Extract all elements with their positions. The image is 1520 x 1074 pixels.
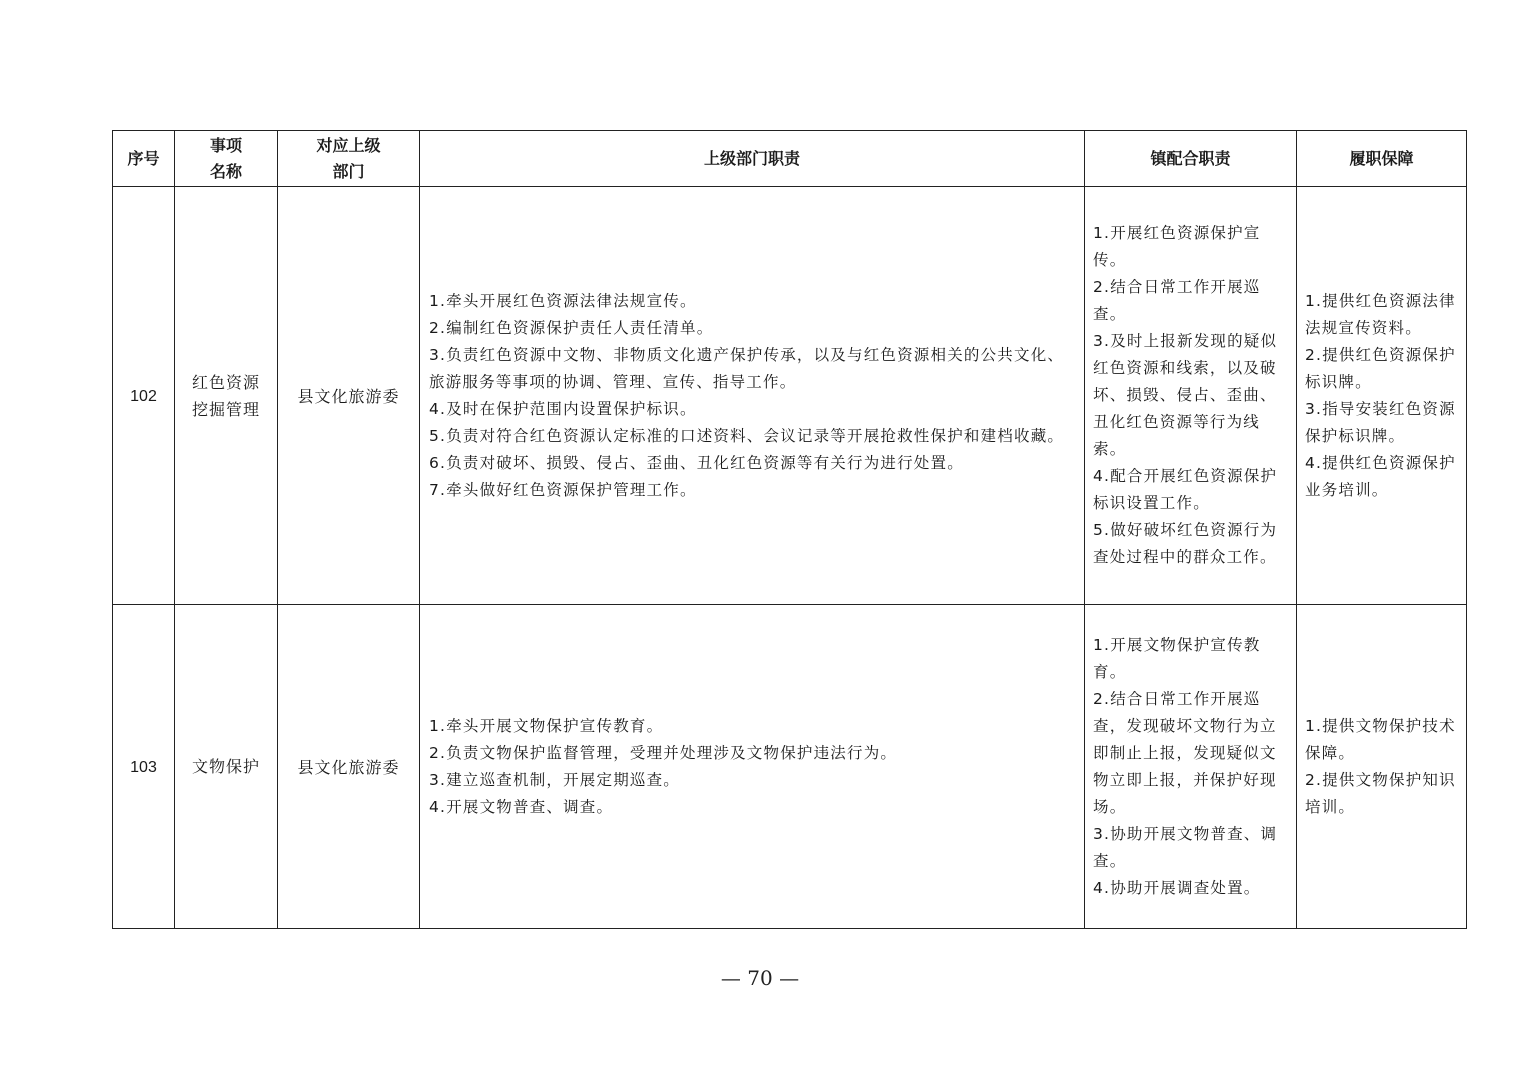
guarantee-list (1297, 713, 1466, 821)
row-upper-duties-cell (420, 187, 1085, 605)
row-dept-cell (278, 605, 420, 929)
list-item: 2.结合日常工作开展巡查，发现破坏文物行为立即制止上报，发现疑似文物立即上报，并保护好现场。 (1093, 689, 1277, 816)
row-seq-cell (113, 187, 175, 605)
list-item: 4.配合开展红色资源保护标识设置工作。 (1093, 467, 1278, 512)
list-item: 3.及时上报新发现的疑似红色资源和线索，以及破坏、损毁、侵占、歪曲、丑化红色资源等行为线索。 (1093, 332, 1278, 458)
header-guarantee: 履职保障 (1297, 131, 1467, 187)
row-name-line2: 挖掘管理 (191, 399, 260, 419)
row-guarantee-cell (1297, 605, 1467, 929)
row-upper-duties-cell (420, 605, 1085, 929)
list-item: 4.及时在保护范围内设置保护标识。 (429, 399, 697, 418)
header-dept-line2: 部门 (332, 161, 365, 181)
list-item: 3.建立巡查机制，开展定期巡查。 (429, 770, 680, 789)
header-dept (278, 131, 420, 187)
town-duties-list (1085, 220, 1296, 571)
list-item: 3.协助开展文物普查、调查。 (1093, 824, 1278, 870)
header-name (175, 131, 278, 187)
table-row (113, 605, 1467, 929)
row-town-duties-cell (1085, 187, 1297, 605)
row-dept: 县文化旅游委 (297, 758, 400, 777)
list-item: 6.负责对破坏、损毁、侵占、歪曲、丑化红色资源等有关行为进行处置。 (429, 453, 964, 472)
row-name-line1: 红色资源 (191, 372, 260, 392)
list-item: 1.开展红色资源保护宣传。 (1093, 224, 1261, 269)
guarantee-list (1297, 288, 1466, 504)
row-seq: 103 (130, 758, 157, 776)
header-town-duties: 镇配合职责 (1085, 131, 1297, 187)
row-guarantee-cell (1297, 187, 1467, 605)
list-item: 7.牵头做好红色资源保护管理工作。 (429, 480, 697, 499)
header-upper-duties: 上级部门职责 (420, 131, 1085, 187)
list-item: 3.指导安装红色资源保护标识牌。 (1305, 399, 1456, 445)
list-item: 1.牵头开展红色资源法律法规宣传。 (429, 291, 697, 310)
list-item: 2.提供文物保护知识培训。 (1305, 770, 1456, 816)
list-item: 2.提供红色资源保护标识牌。 (1305, 345, 1456, 391)
list-item: 2.结合日常工作开展巡查。 (1093, 278, 1261, 323)
list-item: 1.提供文物保护技术保障。 (1305, 716, 1456, 762)
row-seq-cell (113, 605, 175, 929)
list-item: 2.编制红色资源保护责任人责任清单。 (429, 318, 714, 337)
list-item: 1.提供红色资源法律法规宣传资料。 (1305, 291, 1456, 337)
list-item: 1.牵头开展文物保护宣传教育。 (429, 716, 664, 735)
list-item: 2.负责文物保护监督管理，受理并处理涉及文物保护违法行为。 (429, 743, 898, 762)
row-seq: 102 (130, 387, 157, 405)
header-name-line2: 名称 (209, 161, 242, 181)
list-item: 5.负责对符合红色资源认定标准的口述资料、会议记录等开展抢救性保护和建档收藏。 (429, 426, 1065, 445)
header-dept-line1: 对应上级 (316, 135, 381, 155)
row-dept: 县文化旅游委 (297, 387, 400, 406)
header-seq: 序号 (113, 131, 175, 187)
list-item: 4.开展文物普查、调查。 (429, 797, 614, 816)
row-name-line1: 文物保护 (191, 757, 260, 776)
upper-duties-list (420, 288, 1084, 504)
list-item: 1.开展文物保护宣传教育。 (1093, 635, 1261, 681)
list-item: 5.做好破坏红色资源行为查处过程中的群众工作。 (1093, 521, 1278, 566)
upper-duties-list (420, 713, 1084, 821)
duty-table (112, 130, 1467, 929)
row-dept-cell (278, 187, 420, 605)
list-item: 4.协助开展调查处置。 (1093, 878, 1261, 897)
list-item: 3.负责红色资源中文物、非物质文化遗产保护传承，以及与红色资源相关的公共文化、旅游服务等事项的协调、管理、宣传、指导工作。 (429, 345, 1065, 391)
table-row (113, 187, 1467, 605)
town-duties-list (1085, 632, 1296, 902)
header-name-line1: 事项 (209, 135, 242, 155)
page-number: — 70 — (720, 966, 800, 990)
row-name-cell (175, 187, 278, 605)
row-name (192, 753, 260, 780)
row-name (192, 369, 260, 423)
list-item: 4.提供红色资源保护业务培训。 (1305, 453, 1456, 499)
table-header-row (113, 131, 1467, 187)
row-name-cell (175, 605, 278, 929)
row-town-duties-cell (1085, 605, 1297, 929)
